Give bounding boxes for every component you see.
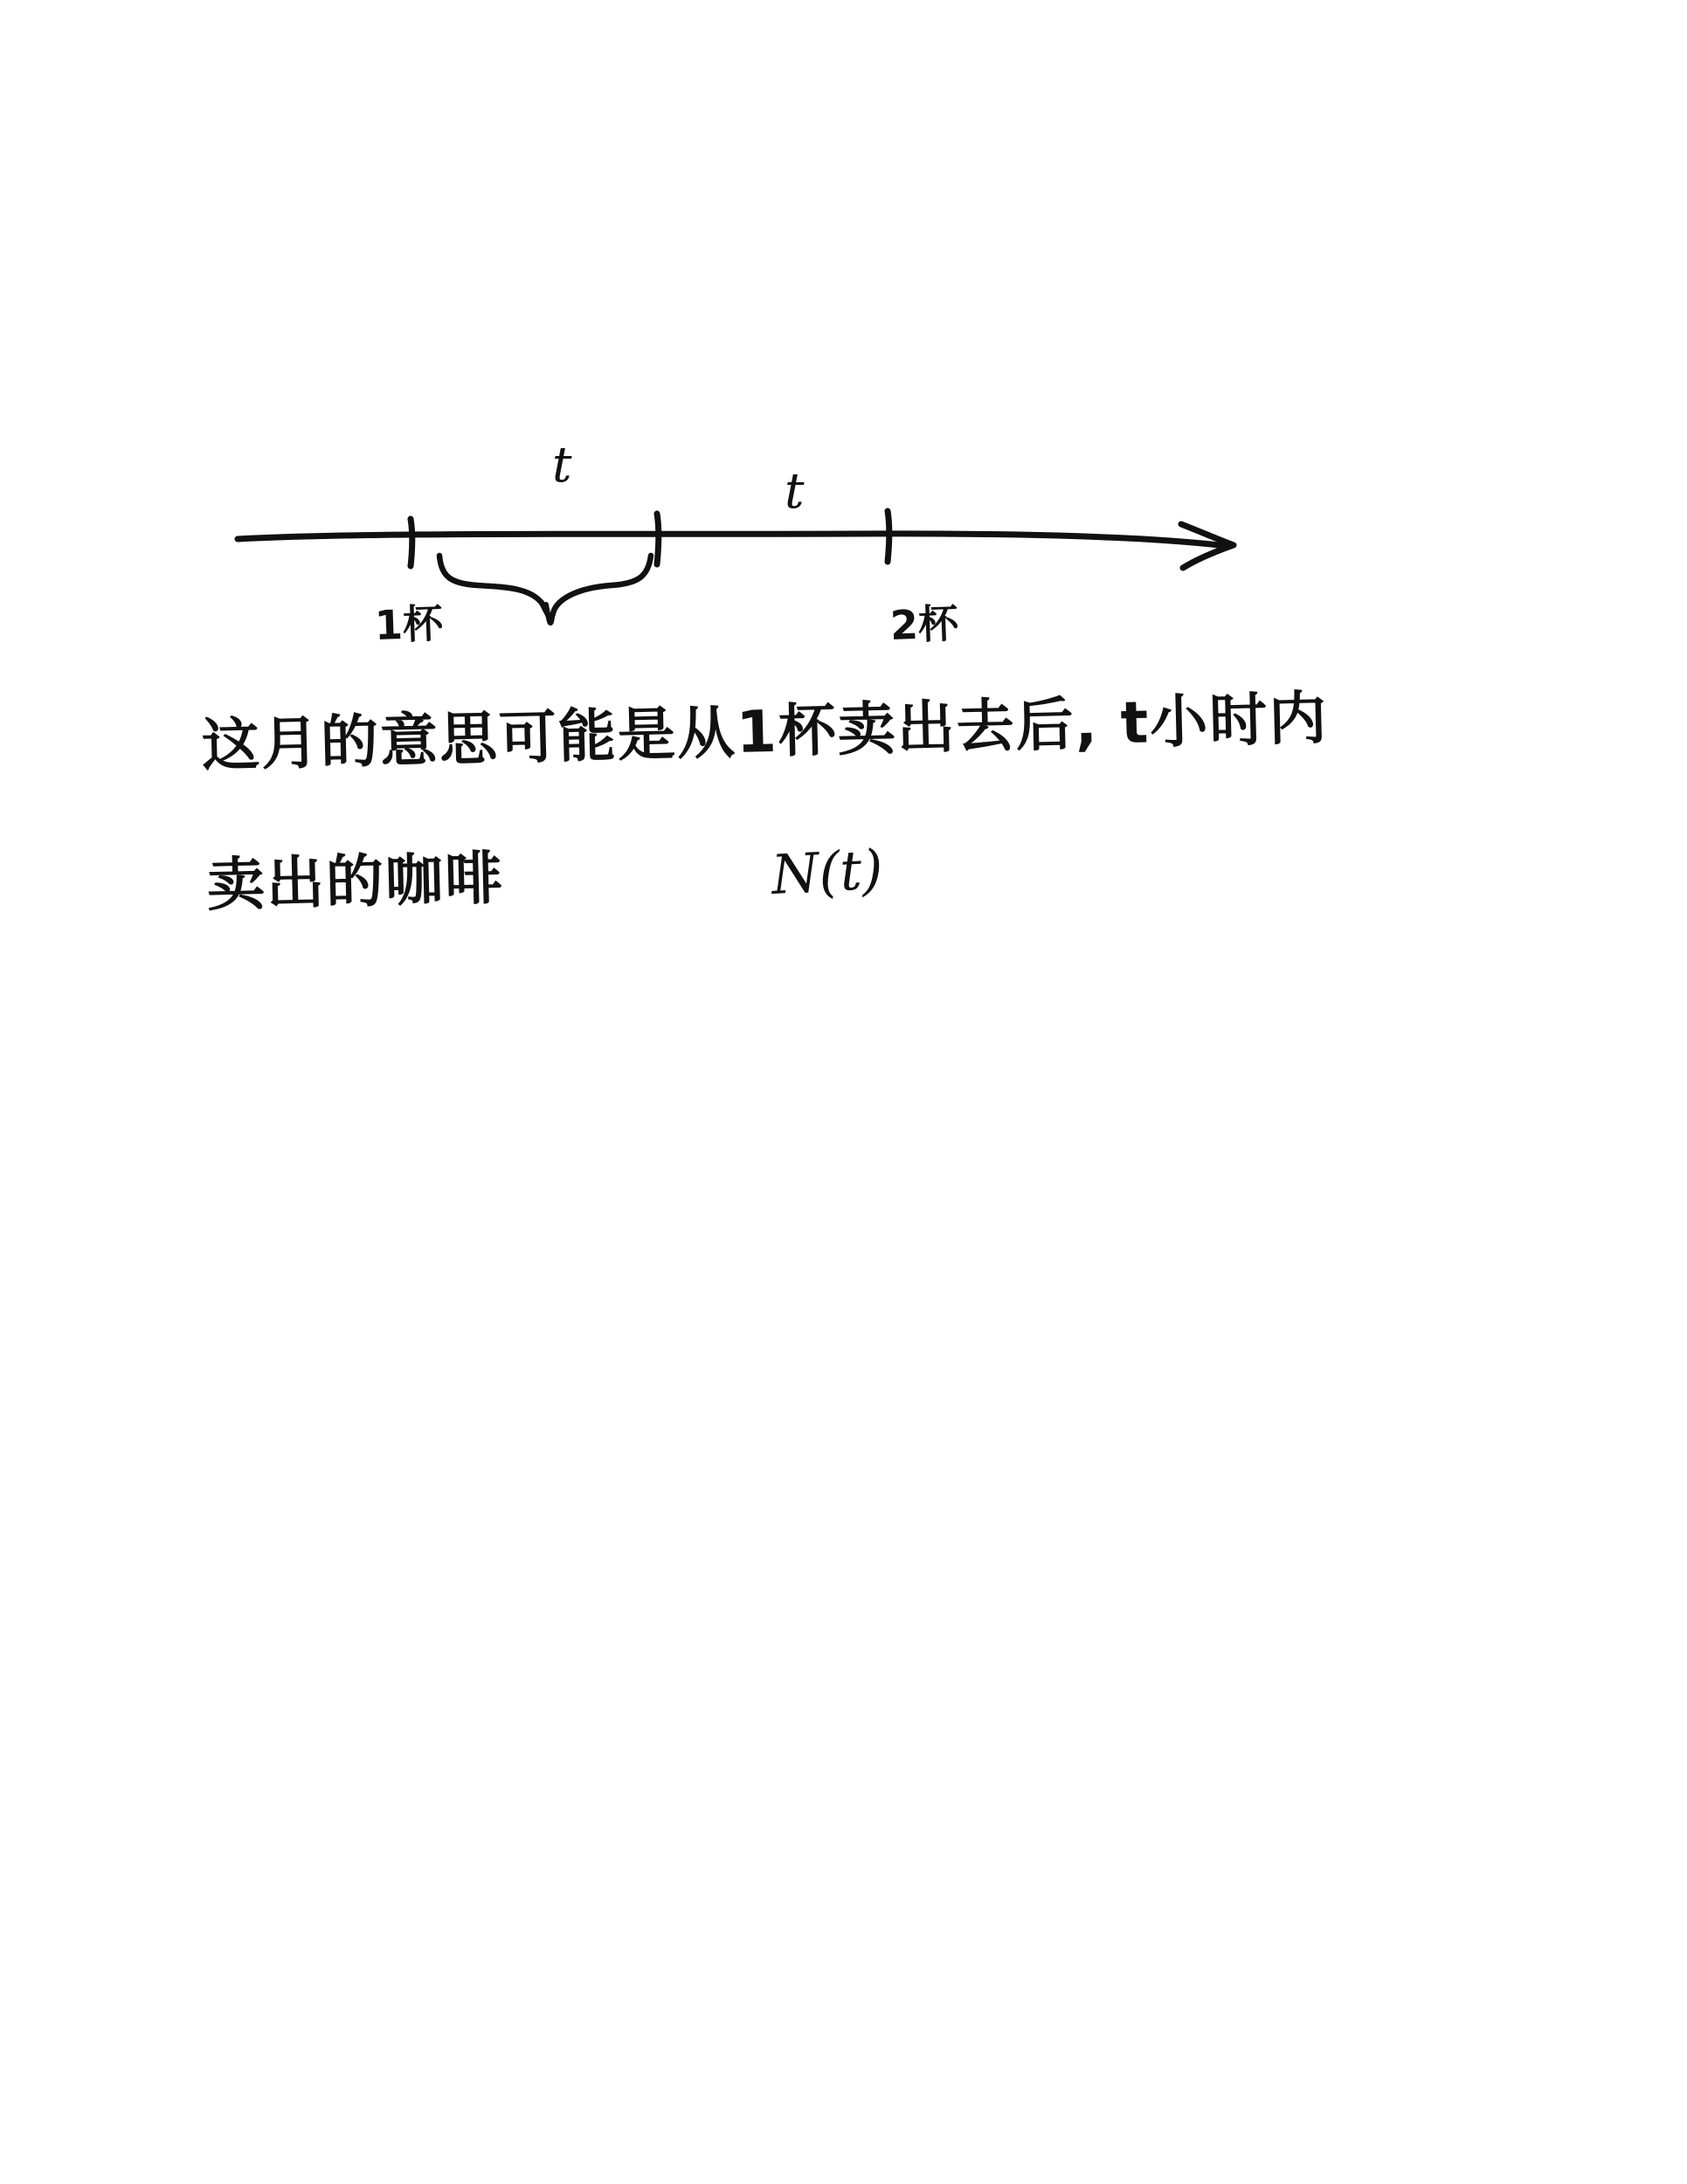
interval-label-t-1: t bbox=[552, 437, 572, 494]
axis-tick-2 bbox=[657, 514, 659, 564]
interval-brace bbox=[439, 556, 651, 623]
number-line-axis bbox=[238, 524, 1234, 568]
axis-tick-1 bbox=[411, 519, 412, 566]
note-line-1: 这月的意思可能是从1杯卖出去后, t小时内 bbox=[201, 684, 1330, 780]
point-label-second-cup: 2杯 bbox=[889, 599, 959, 650]
note-line-2: 卖出的咖啡 bbox=[206, 844, 505, 920]
point-label-first-cup: 1杯 bbox=[374, 599, 444, 650]
axis-tick-3 bbox=[888, 511, 889, 562]
interval-label-t-2: t bbox=[785, 463, 805, 520]
note-function-label: N(t) bbox=[770, 837, 885, 907]
